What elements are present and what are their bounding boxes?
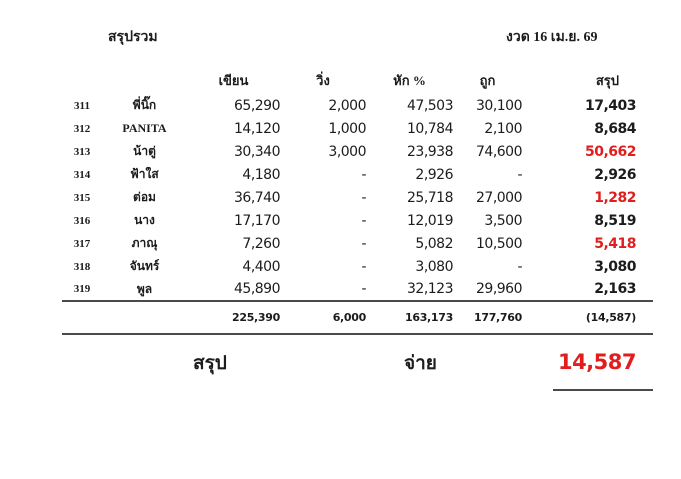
- run-value: 2,000: [328, 97, 366, 114]
- totals-written: 225,390: [187, 301, 280, 334]
- table-row: [62, 278, 653, 301]
- written-value: 7,260: [242, 235, 280, 252]
- row-number: 316: [73, 214, 91, 227]
- member-name: จันทร์: [129, 259, 160, 273]
- member-name: น้าตู่: [133, 144, 156, 158]
- col-header-written: เขียน: [218, 72, 249, 88]
- table-row: [62, 140, 653, 163]
- col-header-name: [102, 66, 187, 94]
- member-name: พูล: [136, 281, 153, 296]
- row-number: 318: [73, 260, 91, 273]
- member-name: ฟ้าใส: [130, 167, 159, 181]
- run-value: -: [361, 212, 366, 229]
- member-name: ภาณุ: [131, 236, 158, 250]
- period-date: งวด 16 เม.ย. 69: [506, 30, 598, 45]
- summary-table: [62, 66, 653, 335]
- totals-deduct: 163,173: [366, 301, 453, 334]
- written-value: 30,340: [234, 143, 280, 160]
- member-name: นาง: [134, 213, 155, 227]
- totals-spacer: [62, 301, 102, 334]
- table-row: [62, 117, 653, 140]
- total-value: 8,684: [594, 120, 636, 137]
- run-value: -: [361, 235, 366, 252]
- written-value: 65,290: [234, 97, 280, 114]
- deduct-value: 3,080: [415, 258, 453, 275]
- totals-row: [62, 301, 653, 334]
- win-value: 3,500: [484, 212, 522, 229]
- col-header-total: สรุป: [595, 72, 619, 88]
- grand-total-amount: 14,587: [557, 350, 636, 374]
- total-value: 17,403: [584, 97, 636, 114]
- win-value: -: [517, 258, 522, 275]
- table-row: [62, 232, 653, 255]
- win-value: -: [517, 166, 522, 183]
- member-name: PANITA: [122, 121, 167, 135]
- total-value: 5,418: [594, 235, 636, 252]
- totals-spacer: [102, 301, 187, 334]
- table-row: [62, 94, 653, 117]
- pay-label: จ่าย: [404, 353, 437, 374]
- deduct-value: 47,503: [407, 97, 453, 114]
- win-value: 74,600: [476, 143, 522, 160]
- totals-run: 6,000: [280, 301, 366, 334]
- row-number: 312: [73, 122, 91, 135]
- table-row: [62, 163, 653, 186]
- deduct-value: 5,082: [415, 235, 453, 252]
- grand-total-underline: [553, 389, 653, 391]
- total-value: 3,080: [594, 258, 636, 275]
- row-number: 314: [73, 168, 91, 181]
- row-number: 315: [73, 191, 91, 204]
- row-number: 313: [73, 145, 91, 158]
- member-name: พี่นิ๊ก: [132, 98, 157, 112]
- written-value: 36,740: [234, 189, 280, 206]
- written-value: 4,400: [242, 258, 280, 275]
- col-header-deduct: หัก %: [393, 72, 426, 88]
- win-value: 30,100: [476, 97, 522, 114]
- total-value: 1,282: [594, 189, 636, 206]
- col-header-win: ถูก: [479, 72, 496, 88]
- run-value: -: [361, 281, 366, 297]
- run-value: -: [361, 258, 366, 275]
- win-value: 29,960: [476, 281, 522, 297]
- col-header-no: [62, 66, 102, 94]
- written-value: 4,180: [242, 166, 280, 183]
- run-value: -: [361, 166, 366, 183]
- row-number: 317: [73, 237, 91, 250]
- totals-win: 177,760: [453, 301, 522, 334]
- deduct-value: 25,718: [407, 189, 453, 206]
- total-value: 8,519: [594, 212, 636, 229]
- table-row: [62, 255, 653, 278]
- summary-label: สรุป: [193, 353, 227, 374]
- run-value: -: [361, 189, 366, 206]
- totals-net: (14,587): [522, 301, 653, 334]
- deduct-value: 2,926: [415, 166, 453, 183]
- written-value: 14,120: [234, 120, 280, 137]
- deduct-value: 32,123: [407, 281, 453, 297]
- deduct-value: 10,784: [407, 120, 453, 137]
- col-header-run: วิ่ง: [316, 72, 330, 88]
- total-value: 2,163: [594, 281, 636, 297]
- win-value: 27,000: [476, 189, 522, 206]
- member-name: ต่อม: [133, 190, 156, 204]
- run-value: 1,000: [328, 120, 366, 137]
- win-value: 10,500: [476, 235, 522, 252]
- run-value: 3,000: [328, 143, 366, 160]
- total-value: 50,662: [584, 143, 636, 160]
- table-row: [62, 186, 653, 209]
- written-value: 17,170: [234, 212, 280, 229]
- deduct-value: 23,938: [407, 143, 453, 160]
- page-title: สรุปรวม: [108, 30, 158, 45]
- table-row: [62, 209, 653, 232]
- row-number: 319: [73, 283, 91, 295]
- row-number: 311: [74, 99, 90, 112]
- written-value: 45,890: [234, 281, 280, 297]
- total-value: 2,926: [594, 166, 636, 183]
- table-header-row: [62, 66, 653, 94]
- win-value: 2,100: [484, 120, 522, 137]
- deduct-value: 12,019: [407, 212, 453, 229]
